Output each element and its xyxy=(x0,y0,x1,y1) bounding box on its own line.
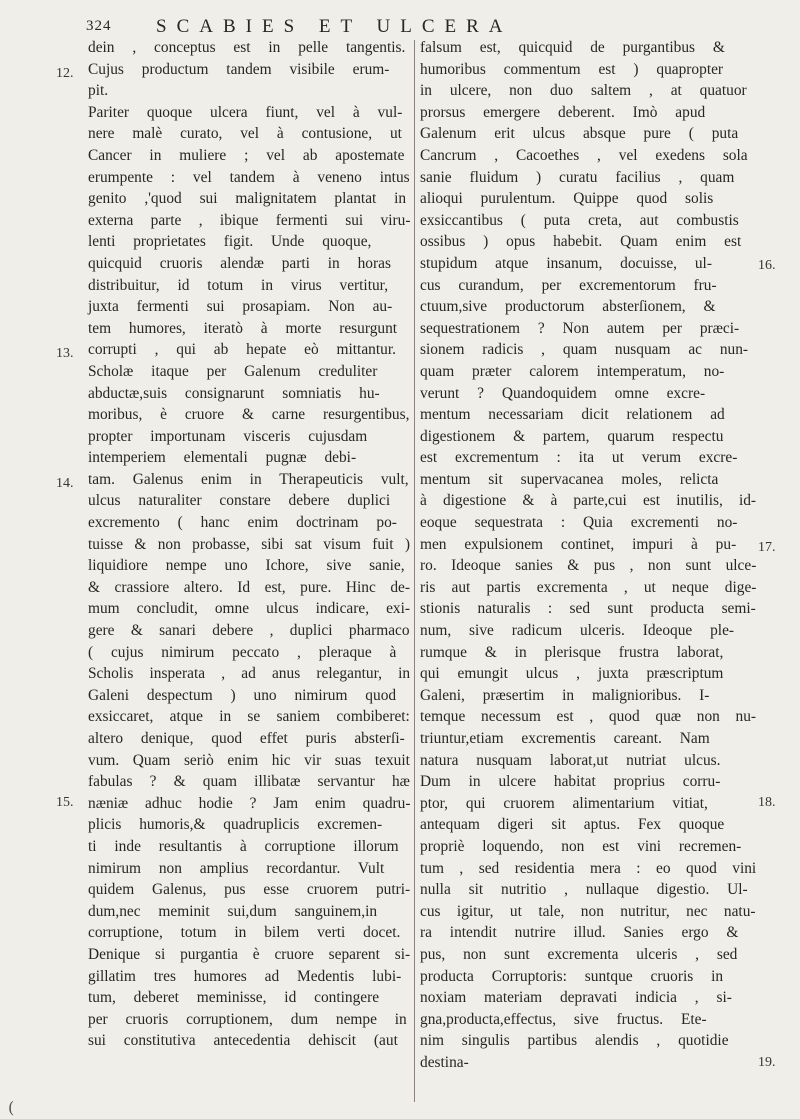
margin-number: 15. xyxy=(56,795,74,810)
text-line: pit. xyxy=(88,82,109,100)
text-line: nere malè curato, vel à contusione, ut xyxy=(88,125,402,143)
margin-number: 13. xyxy=(56,346,74,361)
text-line: liquidiore nempe uno Ichore, sive sanie, xyxy=(88,557,405,575)
text-line: qui emungit ulcus , juxta præscriptum xyxy=(420,665,724,683)
text-line: Scholæ itaque per Galenum creduliter xyxy=(88,362,378,380)
text-line: distribuitur, id totum in virus vertitur, xyxy=(88,276,389,294)
text-line: Cancrum , Cacoethes , vel exedens sola xyxy=(420,146,748,164)
text-line: tem humores, iteratò à morte resurgunt xyxy=(88,319,398,337)
text-line: prorsus emergere deberent. Imò apud xyxy=(420,103,706,121)
margin-number: 17. xyxy=(758,540,776,555)
text-line: men expulsionem continet, impuri à pu- xyxy=(420,535,737,553)
text-line: mentum sit supervacanea moles, relicta xyxy=(420,470,719,488)
text-line: tum, deberet meminisse, id contingere xyxy=(88,989,380,1007)
text-line: sionem radicis , quam nusquam ac nun- xyxy=(420,341,749,359)
text-line: est excrementum : ita ut verum excre- xyxy=(420,449,738,467)
text-line: quidem Galenus, pus esse cruorem putri- xyxy=(88,881,411,899)
text-line: cus curandum, per excrementorum fru- xyxy=(420,276,717,294)
left-column xyxy=(88,37,410,1052)
text-line: ptor, qui cruorem alimentarium vitiat, xyxy=(420,794,708,812)
text-line: Scholis insperata , ad anus relegantur, in xyxy=(88,665,411,683)
text-line: pus, non sunt excrementa ulceris , sed xyxy=(420,945,738,963)
text-line: triuntur,etiam excrementis careant. Nam xyxy=(420,730,710,747)
text-line: propter importunam visceris cujusdam xyxy=(88,427,368,445)
text-line: externa parte , ibique fermenti sui viru- xyxy=(88,211,411,229)
text-line: ti inde resultantis à corruptione illorum xyxy=(88,837,399,855)
text-line: mum concludit, omne ulcus indicare, exi- xyxy=(88,600,411,618)
margin-number: 16. xyxy=(758,258,776,273)
text-line: gillatim tres humores ad Medentis lubi- xyxy=(88,967,402,985)
text-line: lenti proprietates figit. Unde quoque, xyxy=(88,233,372,251)
running-title: SCABIES ET ULCERA xyxy=(156,16,513,37)
margin-number: 14. xyxy=(56,476,74,491)
text-line: ossibus ) opus habebit. Quam enim est xyxy=(420,233,742,251)
text-line: digestionem & partem, quarum respectu xyxy=(420,427,724,445)
text-line: ctuum,sive productorum absterſionem, & xyxy=(420,298,716,316)
text-line: propriè loquendo, non est vini recremen- xyxy=(420,837,742,855)
text-line: nimirum non amplius recordantur. Vult xyxy=(88,859,385,877)
text-line: fabulas ? & quam illibatæ servantur hæ xyxy=(88,773,410,791)
text-line: nim singulis partibus alendis , quotidie xyxy=(420,1032,729,1050)
text-line: alioqui purulentum. Quippe quod solis xyxy=(420,190,714,208)
text-line: intemperiem elementali pugnæ debi- xyxy=(88,449,357,467)
text-line: & crassiore altero. Id est, pure. Hinc de- xyxy=(88,578,411,596)
text-line: producta Corruptoris: suntque cruoris in xyxy=(420,967,724,985)
edge-mark: ( xyxy=(8,1098,15,1117)
margin-number: 19. xyxy=(758,1055,776,1070)
text-line: altero denique, quod effet puris absterſi- xyxy=(88,730,405,747)
text-line: plicis humoris,& quadruplicis excremen- xyxy=(88,816,383,834)
text-line: in ulcere, non duo saltem , at quatuor xyxy=(420,82,747,100)
text-line: corruptione, totum in bilem verti docet. xyxy=(88,924,401,942)
text-line: excremento ( hanc enim doctrinam po- xyxy=(88,514,397,532)
text-line: tam. Galenus enim in Therapeuticis vult, xyxy=(88,470,409,488)
text-line: gere & sanari debere , duplici pharmaco xyxy=(88,622,410,640)
text-line: temque necessum est , quod quæ non nu- xyxy=(420,708,757,726)
text-line: ra intendit nutrire illud. Sanies ergo & xyxy=(420,924,739,942)
text-line: exsiccaret, atque in se saniem combiberet: xyxy=(88,708,410,726)
text-line: Pariter quoque ulcera fiunt, vel à vul- xyxy=(88,103,403,121)
page-number: 324 xyxy=(86,18,112,34)
page-header xyxy=(86,8,766,38)
margin-number: 12. xyxy=(56,66,74,81)
text-line: dum,nec meminit sui,dum sanguinem,in xyxy=(88,902,378,920)
text-line: verunt ? Quandoquidem omne excre- xyxy=(420,384,706,402)
margin-number: 18. xyxy=(758,795,776,810)
text-line: moribus, è cruore & carne resurgentibus, xyxy=(88,406,410,424)
text-line: mentum necessariam dicit relationem ad xyxy=(420,406,725,424)
text-line: stupidum atque insanum, docuisse, ul- xyxy=(420,254,712,272)
text-line: nulla sit nutritio , nullaque digestio. Ul- xyxy=(420,881,748,899)
text-line: Denique si purgantia è cruore separent si- xyxy=(88,945,411,963)
text-line: quicquid cruoris alendæ parti in horas xyxy=(88,254,391,272)
text-line: genito ,'quod sui malignitatem plantat in xyxy=(88,190,407,208)
text-line: destina- xyxy=(420,1053,469,1071)
text-line: exsiccantibus ( puta creta, aut combustis xyxy=(420,211,739,229)
text-line: næniæ adhuc hodie ? Jam enim quadru- xyxy=(88,794,411,812)
text-line: Galenum erit ulcus absque pure ( puta xyxy=(420,125,739,143)
text-line: ris aut partis excrementa , ut neque dige- xyxy=(420,578,757,596)
text-line: natura nusquam laborat,ut nutriat ulcus. xyxy=(420,751,721,769)
right-column xyxy=(420,37,756,1074)
column-divider xyxy=(414,40,415,1102)
text-line: Galeni, præsertim in malignioribus. I- xyxy=(420,686,710,704)
text-line: dein , conceptus est in pelle tangentis. xyxy=(88,39,406,56)
text-line: sequestrationem ? Non autem per præci- xyxy=(420,319,740,337)
text-line: abductæ,suis consignarunt somniatis hu- xyxy=(88,384,380,402)
text-line: ulcus naturaliter constare debere duplici xyxy=(88,492,391,510)
text-line: humoribus commentum est ) quapropter xyxy=(420,60,724,78)
text-line: Cujus productum tandem visibile erum- xyxy=(88,60,390,78)
text-line: Cancer in muliere ; vel ab apostemate xyxy=(88,146,405,164)
text-line: stionis naturalis : sed sunt producta semi- xyxy=(420,600,756,618)
text-line: ( cujus nimirum peccato , pleraque à xyxy=(88,643,397,661)
text-line: quam præter calorem intemperatum, no- xyxy=(420,362,725,380)
text-line: tum , sed residentia mera : eo quod vini xyxy=(420,859,757,877)
text-line: tuisse & non probasse, sibi sat visum fuit ) xyxy=(88,535,411,553)
text-line: eoque sequestrata : Quia excrementi no- xyxy=(420,514,738,532)
text-line: corrupti , qui ab hepate eò mittantur. xyxy=(88,341,396,359)
text-line: num, sive radicum ulceris. Ideoque ple- xyxy=(420,622,735,640)
text-line: sanie fluidum ) curatu facilius , quam xyxy=(420,168,735,186)
text-line: juxta fermenti sui prosapiam. Non au- xyxy=(88,298,393,316)
text-line: gna,producta,effectus, sive fructus. Ete- xyxy=(420,1010,707,1028)
text-line: vum. Quam seriò enim hic vir suas texuit xyxy=(88,751,410,769)
text-line: falsum est, quicquid de purgantibus & xyxy=(420,39,725,56)
text-line: ro. Ideoque sanies & pus , non sunt ulce- xyxy=(420,557,757,575)
text-line: Galeni despectum ) uno nimirum quod xyxy=(88,686,397,704)
text-line: per cruoris corruptionem, dum nempe in xyxy=(88,1010,407,1028)
text-line: erumpente : vel tandem à veneno intus xyxy=(88,168,410,186)
text-line: cus igitur, ut tale, non nutritur, nec natu- xyxy=(420,902,756,920)
text-line: rumque & in plerisque frustra laborat, xyxy=(420,643,724,661)
text-line: sui constitutiva antecedentia dehiscit (aut xyxy=(88,1032,398,1050)
text-line: antequam digeri sit aptus. Fex quoque xyxy=(420,816,725,834)
text-line: à digestione & à parte,cui est inutilis, id- xyxy=(420,492,757,510)
text-line: Dum in ulcere habitat proprius corru- xyxy=(420,773,721,791)
text-line: noxiam materiam depravati indicia , si- xyxy=(420,989,732,1007)
